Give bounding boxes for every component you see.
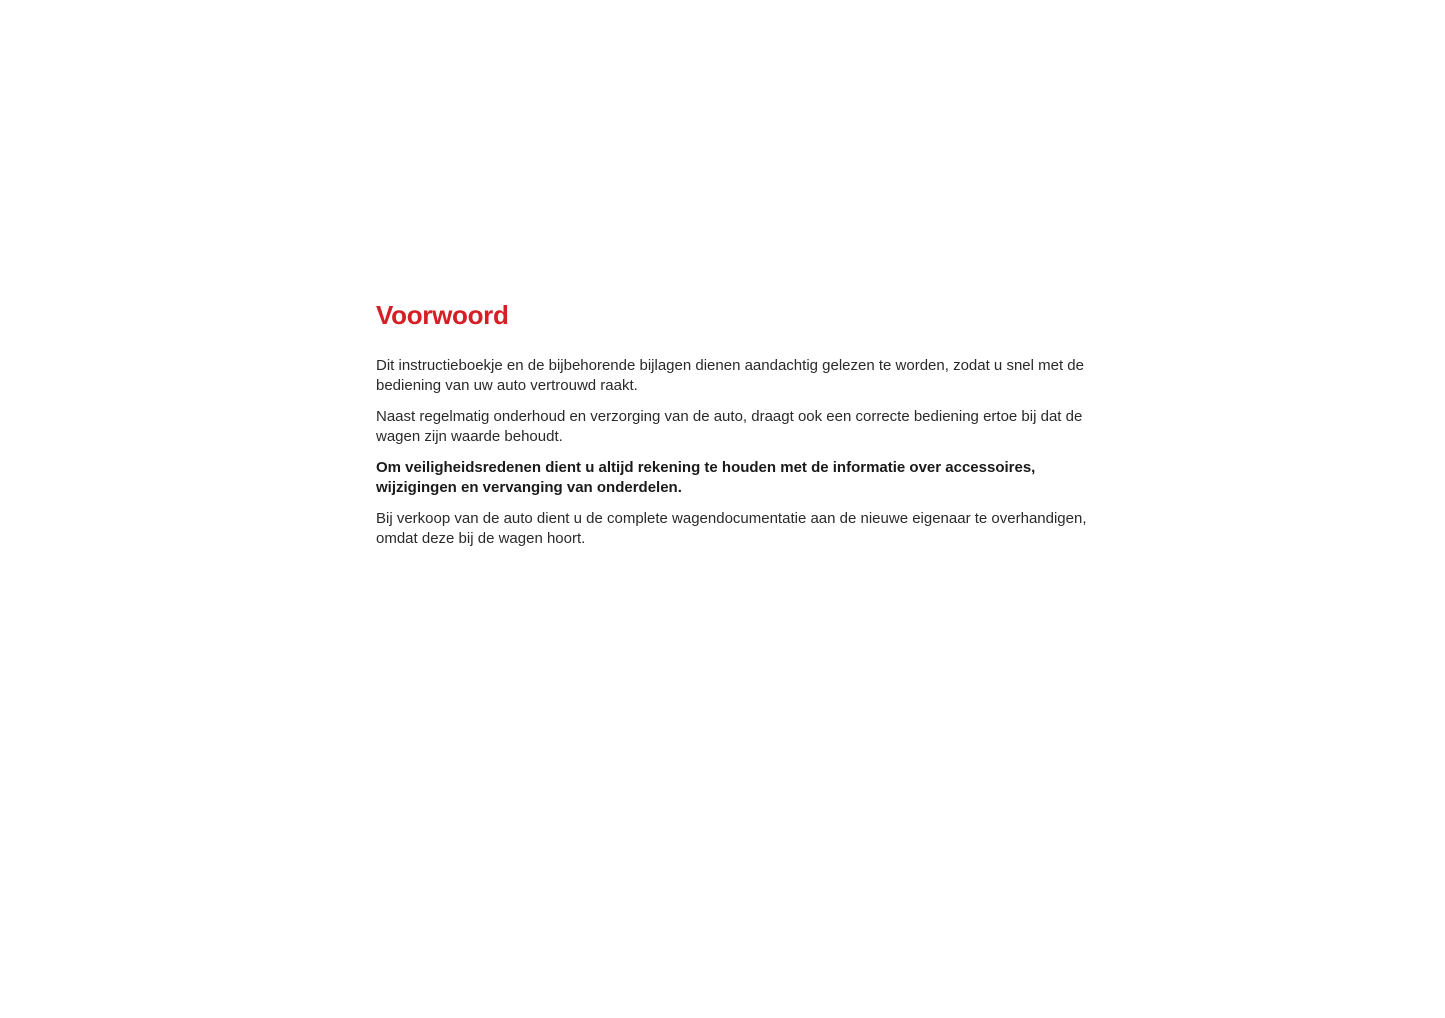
page-title: Voorwoord: [376, 300, 509, 330]
safety-notice-paragraph: Om veiligheidsredenen dient u altijd rekening te houden met de informatie over accessoires, wijzigingen en vervanging van onderdelen.: [376, 459, 1036, 496]
maintenance-paragraph: Naast regelmatig onderhoud en verzorging van de auto, draagt ook een correcte bediening ertoe bij dat de wagen zijn waarde behoudt.: [376, 408, 1083, 445]
sale-paragraph: Bij verkoop van de auto dient u de complete wagendocumentatie aan de nieuwe eigenaar te overhandigen, omdat deze bij de wagen hoort.: [376, 510, 1087, 547]
intro-paragraph: Dit instructieboekje en de bijbehorende bijlagen dienen aandachtig gelezen te worden, zodat u snel met de bediening van uw auto vertrouwd raakt.: [376, 357, 1084, 394]
foreword-section: [376, 296, 1116, 560]
